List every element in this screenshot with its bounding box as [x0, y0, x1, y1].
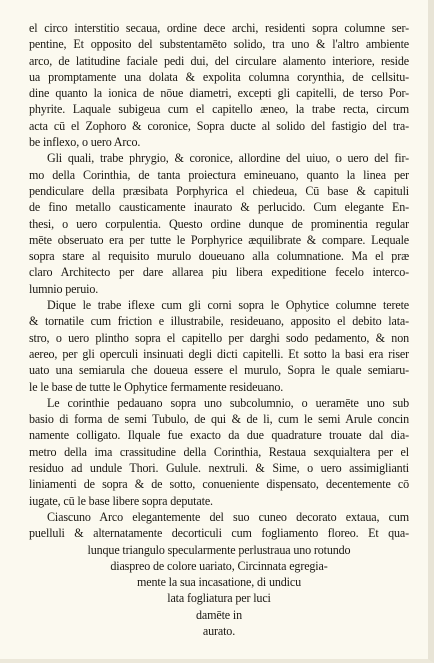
tail-line: lunque triangulo specularmente perlustraua uno rotundo — [87, 542, 351, 557]
text-line: stro, o uero plintho sopra el capitello per darghi sodo pedamento, & non — [29, 330, 409, 345]
paragraph-1 — [29, 20, 409, 150]
text-line: le le base de tutte le Ophytice fermamente resideuano. — [29, 379, 284, 394]
text-line: el circo interstitio secaua, ordine dece archi, residenti sopra columne ser- — [29, 21, 409, 35]
text-line: pentine, Et opposito del substentamēto solido, tra uno & l'altro ambiente — [29, 37, 409, 52]
text-line: be inflexo, o uero Arco. — [29, 135, 141, 150]
text-line: liniamenti de sopra & de sotto, conueniente dispensato, decentemente cō — [29, 477, 409, 492]
text-line: sopra stare al requisito murulo doueuano alla columnatione. Ma el præ — [29, 249, 409, 264]
text-line: uato una semiarula che doueua essere el murulo, Sopra le quale semiaru- — [29, 363, 409, 378]
text-line: basio di forma de semi Tubulo, de qui & de li, cum le semi Arule concin — [29, 412, 409, 427]
text-line: Gli quali, trabe phrygio, & coronice, allordine del uiuo, o uero del fir- — [47, 151, 409, 166]
text-line: Dique le trabe iflexe cum gli corni sopra le Ophytice columne terete — [47, 298, 409, 313]
paragraph-2 — [29, 150, 409, 297]
text-line: de fino metallo causticamente inaurato & perlucido. Cum elegante En- — [29, 200, 409, 215]
text-line: ua promptamente una dolata & expolita columna corynthia, de cellsitu- — [29, 69, 409, 84]
text-line: dine quanto la ionica de nōue diametri, excepti gli capitelli, de terso Por- — [29, 86, 409, 101]
tail-line: lata fogliatura per luci — [167, 591, 271, 606]
paragraph-5 — [29, 509, 409, 542]
text-line: iugate, cū le base libere sopra deputate. — [29, 493, 213, 508]
text-line: mēte obseruato era per tutte le Porphyrice æquilibrate & compare. Lequale — [29, 232, 409, 247]
tapering-tail — [29, 542, 409, 640]
text-line: Ciascuno Arco elegantemente del suo cuneo decorato extaua, cum — [47, 509, 409, 524]
body-text — [29, 20, 409, 639]
text-line: lumnio peruio. — [29, 281, 99, 296]
tail-line: damēte in — [196, 607, 242, 622]
text-line: thesi, o uero corpulentia. Questo ordine dunque de prominentia regular — [29, 216, 409, 231]
text-line: aereo, per gli operculi insinuati degli dicti capitelli. Et sotto la basi era riser — [29, 346, 409, 361]
text-line: puelluli & alternatamente decorticuli cum fogliamento floreo. Et qua- — [29, 526, 409, 541]
text-line: mo della Corinthia, de tanta proiectura emineuano, quanto la linea per — [29, 167, 409, 182]
text-line: pendiculare della præsibata Porphyrica el chiedeua, Cū base & capituli — [29, 183, 409, 198]
text-line: residuo ad undule Thori. Gulule. nextruli. & Sime, o uero assimiglianti — [29, 461, 409, 476]
text-line: phyrite. Laquale subigeua cum el capitello æneo, la trabe recta, circum — [29, 102, 409, 117]
tail-line: aurato. — [202, 623, 236, 638]
text-line: namente colligato. Ilquale fue exacto da due quadrature trouate dal dia- — [29, 428, 409, 443]
paragraph-4 — [29, 395, 409, 509]
text-line: claro Architecto per dare allarea piu libera expeditione fecelo interco- — [29, 265, 409, 280]
text-line: arco, de latitudine faciale pedi dui, del circulare alamento interiore, reside — [29, 53, 409, 68]
text-line: Le corinthie pedauano sopra uno subcolumnio, o ueramēte uno sub — [47, 395, 409, 410]
paragraph-3 — [29, 297, 409, 395]
tail-line: mente la sua incasatione, di undicu — [136, 575, 301, 590]
text-line: acta cū el Zophoro & coronice, Sopra ducte al solido del fastigio del tra- — [29, 118, 409, 133]
text-line: & tornatile cum friction e illustrabile, resideuano, apposito el debito lata- — [29, 314, 409, 329]
tail-line: diaspreo de colore uariato, Circinnata egregia- — [110, 558, 328, 573]
text-line: metro della ima crassitudine della Corinthia, Restaua sexquialtera per el — [29, 444, 409, 459]
